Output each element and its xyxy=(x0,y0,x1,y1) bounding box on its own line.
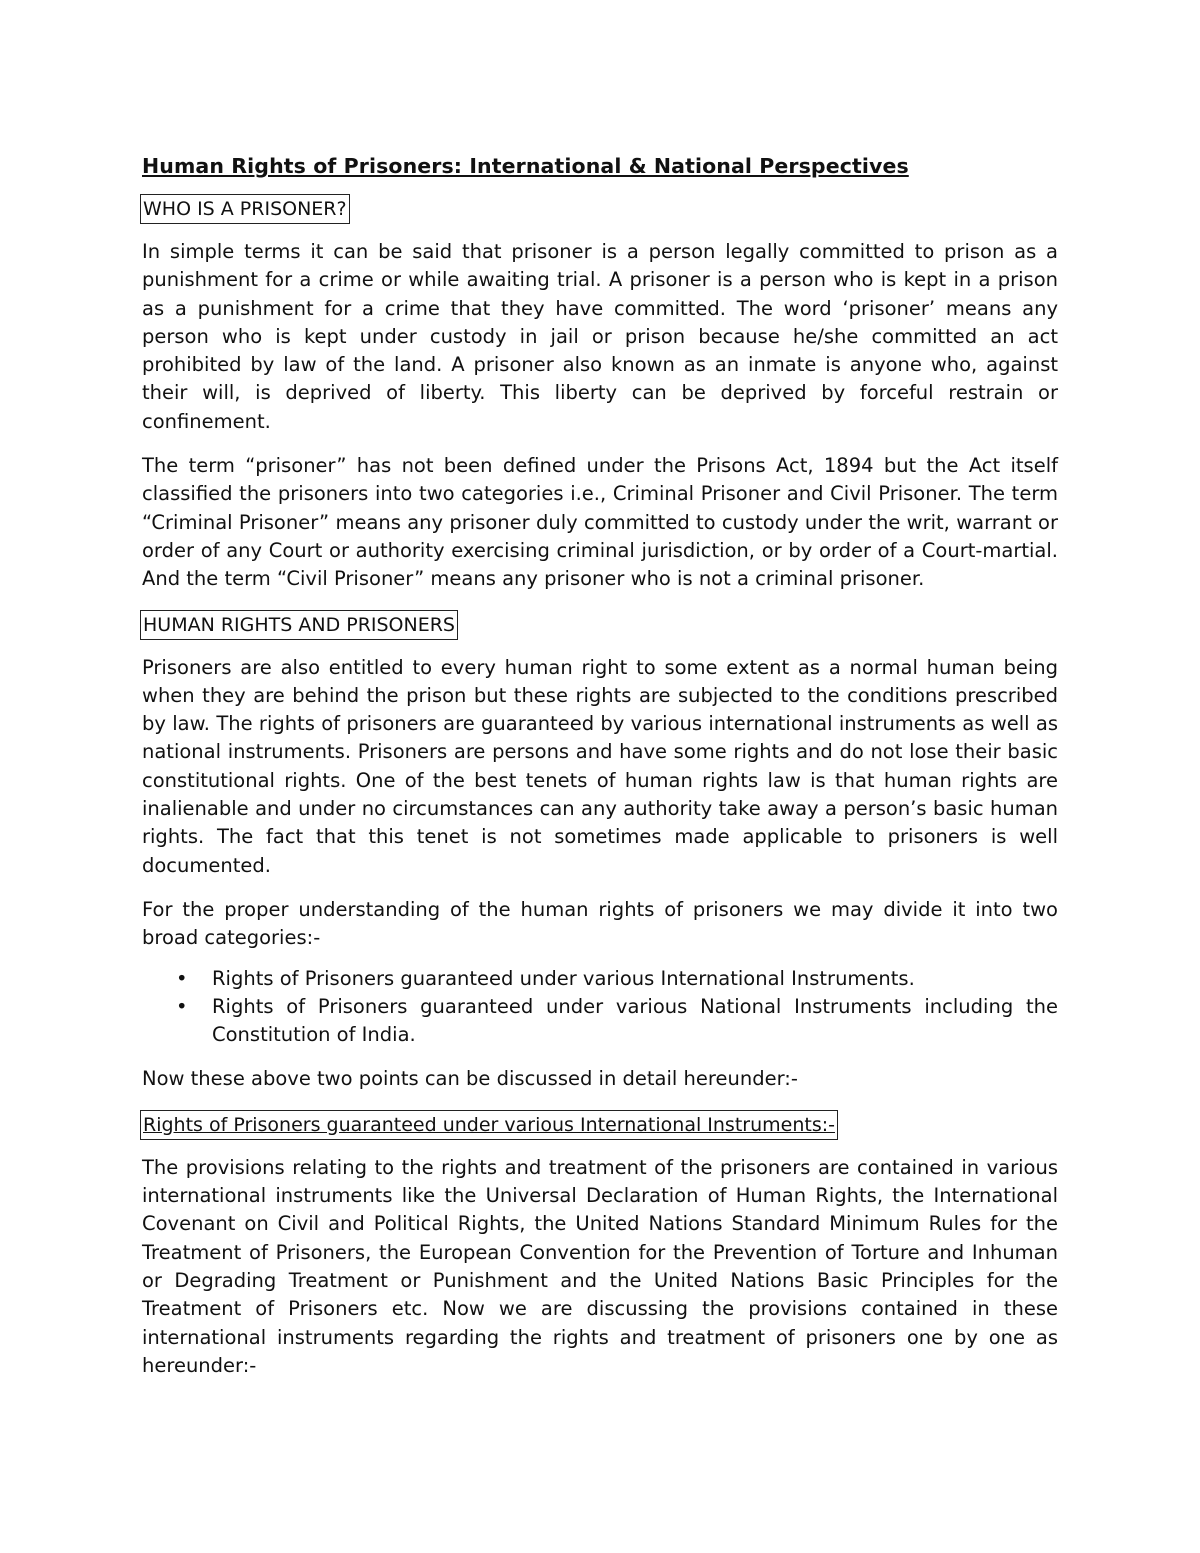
section-heading-wrapper xyxy=(140,610,1058,640)
list-item-text: Rights of Prisoners guaranteed under various International Instruments. xyxy=(212,966,915,990)
paragraph: For the proper understanding of the human rights of prisoners we may divide it into two broad categories:- xyxy=(142,897,1058,950)
section-heading-wrapper xyxy=(140,194,1058,224)
paragraph: Now these above two points can be discussed in detail hereunder:- xyxy=(142,1067,798,1091)
section-heading-wrapper xyxy=(140,1110,1058,1140)
bullet-icon: • xyxy=(176,966,188,990)
document-page xyxy=(142,152,1058,1396)
bullet-icon: • xyxy=(176,994,188,1018)
section-heading-who-is-prisoner: WHO IS A PRISONER? xyxy=(140,194,350,224)
list-item xyxy=(142,993,1058,1050)
document-title: Human Rights of Prisoners: International & National Perspectives xyxy=(142,154,909,178)
paragraph: The term “prisoner” has not been defined under the Prisons Act, 1894 but the Act itself classified the prisoners into two categories i.e., Criminal Prisoner and Civil Prisoner. The term “Criminal Prisoner” means any prisoner duly committed to custody under the writ, warrant or order of any Court or authority exercising criminal jurisdiction, or by order of a Court-martial. And the term “Civil Prisoner” means any prisoner who is not a criminal prisoner. xyxy=(142,454,1058,591)
paragraph: The provisions relating to the rights and treatment of the prisoners are contained in various international instruments like the Universal Declaration of Human Rights, the International Covenant on Civil and Political Rights, the United Nations Standard Minimum Rules for the Treatment of Prisoners, the European Convention for the Prevention of Torture and Inhuman or Degrading Treatment or Punishment and the United Nations Basic Principles for the Treatment of Prisoners etc. Now we are discussing the provisions contained in these international instruments regarding the rights and treatment of prisoners one by one as hereunder:- xyxy=(142,1155,1058,1377)
section-heading-human-rights-and-prisoners: HUMAN RIGHTS AND PRISONERS xyxy=(140,610,458,640)
paragraph: In simple terms it can be said that prisoner is a person legally committed to prison as a punishment for a crime or while awaiting trial. A prisoner is a person who is kept in a prison as a punishment for a crime that they have committed. The word ‘prisoner’ means any person who is kept under custody in jail or prison because he/she committed an act prohibited by law of the land. A prisoner also known as an inmate is anyone who, against their will, is deprived of liberty. This liberty can be deprived by forceful restrain or confinement. xyxy=(142,240,1058,433)
section-heading-international-instruments: Rights of Prisoners guaranteed under various International Instruments:- xyxy=(140,1110,838,1140)
list-item-text: Rights of Prisoners guaranteed under various National Instruments including the Constitution of India. xyxy=(212,994,1058,1047)
bullet-list xyxy=(142,965,1058,1050)
paragraph: Prisoners are also entitled to every human right to some extent as a normal human being when they are behind the prison but these rights are subjected to the conditions prescribed by law. The rights of prisoners are guaranteed by various international instruments as well as national instruments. Prisoners are persons and have some rights and do not lose their basic constitutional rights. One of the best tenets of human rights law is that human rights are inalienable and under no circumstances can any authority take away a person’s basic human rights. The fact that this tenet is not sometimes made applicable to prisoners is well documented. xyxy=(142,655,1058,877)
list-item xyxy=(142,965,1058,993)
